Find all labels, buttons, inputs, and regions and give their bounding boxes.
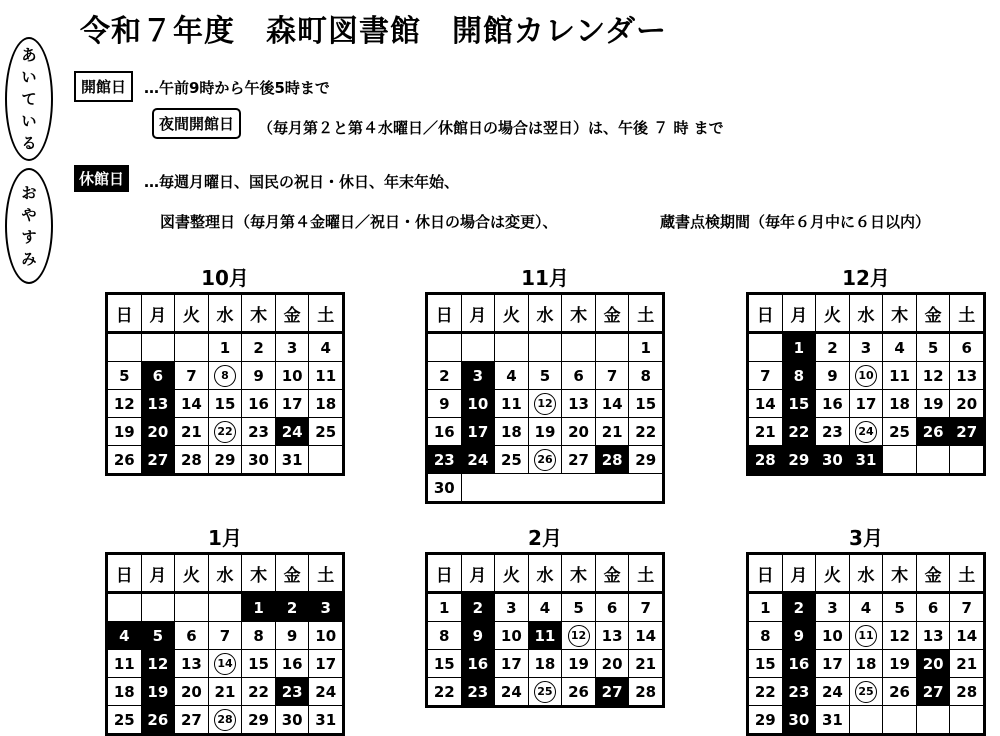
night-open-day-cell [208, 706, 242, 735]
empty-day-cell [141, 593, 175, 622]
empty-day-cell [748, 333, 783, 362]
night-hours-text: （毎月第２と第４水曜日／休館日の場合は翌日）は、午後 ７ 時 まで [258, 119, 724, 137]
day-cell: 31 [309, 706, 344, 735]
empty-day-cell [950, 706, 985, 735]
closed-day-cell: 16 [782, 650, 816, 678]
weekday-header: 木 [242, 554, 276, 593]
day-cell: 12 [107, 390, 142, 418]
day-cell: 13 [175, 650, 209, 678]
day-cell: 11 [883, 362, 917, 390]
night-open-day-cell [849, 418, 883, 446]
day-cell: 27 [562, 446, 596, 474]
day-cell: 20 [562, 418, 596, 446]
empty-day-cell [916, 706, 950, 735]
closed-day-cell: 27 [950, 418, 985, 446]
day-cell: 17 [275, 390, 309, 418]
open-hours-text: …午前9時から午後5時まで [144, 79, 330, 97]
closed-day-cell: 20 [916, 650, 950, 678]
day-cell: 17 [309, 650, 344, 678]
weekday-header: 日 [107, 294, 142, 333]
closed-day-cell: 28 [595, 446, 629, 474]
empty-day-cell [309, 446, 344, 475]
weekday-header: 火 [816, 294, 850, 333]
weekday-header: 水 [528, 294, 562, 333]
weekday-header: 火 [175, 554, 209, 593]
calendar-grid [425, 552, 665, 708]
day-cell: 5 [528, 362, 562, 390]
day-cell: 21 [595, 418, 629, 446]
weekday-header: 木 [242, 294, 276, 333]
day-cell: 20 [950, 390, 985, 418]
closed-day-cell: 20 [141, 418, 175, 446]
day-cell: 14 [175, 390, 209, 418]
day-cell: 25 [107, 706, 142, 735]
day-cell: 30 [275, 706, 309, 735]
weekday-header: 日 [748, 554, 783, 593]
calendar-march [746, 524, 986, 736]
night-open-date: 12 [534, 393, 556, 415]
weekday-header: 月 [782, 554, 816, 593]
night-open-date: 8 [214, 365, 236, 387]
day-cell: 28 [950, 678, 985, 706]
closed-day-cell: 16 [461, 650, 495, 678]
day-cell: 15 [748, 650, 783, 678]
weekday-header: 火 [495, 554, 529, 593]
calendar-grid [425, 292, 665, 504]
night-open-day-cell [562, 622, 596, 650]
night-open-day-cell [528, 678, 562, 707]
day-cell: 14 [629, 622, 664, 650]
bubble-char: す [21, 228, 37, 246]
closed-day-cell: 11 [528, 622, 562, 650]
night-open-tag: 夜間開館日 [152, 108, 241, 139]
day-cell: 12 [916, 362, 950, 390]
weekday-header: 木 [562, 554, 596, 593]
weekday-header: 金 [275, 554, 309, 593]
weekday-header: 木 [883, 554, 917, 593]
day-cell: 5 [562, 593, 596, 622]
day-cell: 4 [309, 333, 344, 362]
closed-day-cell: 1 [782, 333, 816, 362]
empty-day-cell [528, 333, 562, 362]
weekday-header: 火 [495, 294, 529, 333]
closed-day-cell: 2 [275, 593, 309, 622]
empty-day-cell [562, 333, 596, 362]
weekday-header: 水 [528, 554, 562, 593]
weekday-header: 土 [629, 294, 664, 333]
day-cell: 16 [427, 418, 462, 446]
day-cell: 9 [816, 362, 850, 390]
weekday-header: 日 [748, 294, 783, 333]
night-open-date: 28 [214, 709, 236, 731]
day-cell: 2 [816, 333, 850, 362]
closed-day-cell: 27 [141, 446, 175, 475]
weekday-header: 日 [427, 294, 462, 333]
day-cell: 19 [107, 418, 142, 446]
weekday-header: 金 [275, 294, 309, 333]
weekday-header: 火 [816, 554, 850, 593]
day-cell: 1 [427, 593, 462, 622]
day-cell: 25 [309, 418, 344, 446]
empty-day-cell [595, 333, 629, 362]
day-cell: 10 [275, 362, 309, 390]
night-open-date: 25 [534, 681, 556, 703]
night-open-date: 22 [214, 421, 236, 443]
day-cell: 22 [629, 418, 664, 446]
page-title: 令和７年度 森町図書館 開館カレンダー [80, 14, 668, 49]
weekday-header: 月 [141, 294, 175, 333]
calendar-december [746, 264, 986, 476]
bubble-char: や [21, 206, 37, 224]
weekday-header: 金 [595, 554, 629, 593]
day-cell: 4 [495, 362, 529, 390]
day-cell: 21 [629, 650, 664, 678]
day-cell: 6 [916, 593, 950, 622]
day-cell: 8 [748, 622, 783, 650]
day-cell: 29 [208, 446, 242, 475]
closed-day-cell: 9 [461, 622, 495, 650]
closed-day-cell: 30 [816, 446, 850, 475]
day-cell: 6 [595, 593, 629, 622]
day-cell: 19 [528, 418, 562, 446]
day-cell: 2 [242, 333, 276, 362]
closed-day-cell: 30 [782, 706, 816, 735]
weekday-header: 水 [849, 294, 883, 333]
weekday-header: 月 [461, 554, 495, 593]
day-cell: 3 [849, 333, 883, 362]
weekday-header: 火 [175, 294, 209, 333]
calendar-january [105, 524, 345, 736]
bubble-char: い [21, 68, 37, 86]
empty-day-cell [849, 706, 883, 735]
day-cell: 7 [595, 362, 629, 390]
day-cell: 18 [528, 650, 562, 678]
day-cell: 14 [595, 390, 629, 418]
day-cell: 23 [242, 418, 276, 446]
day-cell: 5 [107, 362, 142, 390]
month-title: 12月 [842, 266, 890, 290]
day-cell: 11 [107, 650, 142, 678]
closed-days-text: …毎週月曜日、国民の祝日・休日、年末年始、 [144, 173, 460, 191]
day-cell: 21 [950, 650, 985, 678]
day-cell: 24 [309, 678, 344, 706]
day-cell: 15 [208, 390, 242, 418]
bubble-char: み [21, 250, 37, 268]
day-cell: 3 [495, 593, 529, 622]
day-cell: 18 [309, 390, 344, 418]
month-title: 11月 [521, 266, 569, 290]
day-cell: 28 [629, 678, 664, 707]
day-cell: 5 [916, 333, 950, 362]
calendar-grid [746, 552, 986, 736]
weekday-header: 水 [208, 294, 242, 333]
closed-day-cell: 5 [141, 622, 175, 650]
empty-day-cell [427, 333, 462, 362]
day-cell: 29 [748, 706, 783, 735]
day-cell: 21 [748, 418, 783, 446]
day-cell: 18 [495, 418, 529, 446]
day-cell: 21 [175, 418, 209, 446]
day-cell: 25 [883, 418, 917, 446]
night-open-day-cell [208, 650, 242, 678]
day-cell: 26 [562, 678, 596, 707]
closed-day-cell: 19 [141, 678, 175, 706]
bubble-char: い [21, 112, 37, 130]
day-cell: 26 [883, 678, 917, 706]
day-cell: 13 [595, 622, 629, 650]
closed-day-cell: 9 [782, 622, 816, 650]
day-cell: 29 [242, 706, 276, 735]
day-cell: 17 [495, 650, 529, 678]
closed-day-cell: 23 [427, 446, 462, 474]
closed-day-tag: 休館日 [74, 165, 129, 192]
day-cell: 31 [816, 706, 850, 735]
day-cell: 6 [562, 362, 596, 390]
empty-day-cell [950, 446, 985, 475]
night-open-day-cell [208, 418, 242, 446]
speech-bubble-closed [5, 168, 53, 284]
weekday-header: 月 [461, 294, 495, 333]
empty-day-cell [141, 333, 175, 362]
weekday-header: 月 [782, 294, 816, 333]
day-cell: 23 [816, 418, 850, 446]
day-cell: 16 [275, 650, 309, 678]
empty-day-cell [883, 706, 917, 735]
day-cell: 18 [883, 390, 917, 418]
calendar-grid [746, 292, 986, 476]
day-cell: 3 [275, 333, 309, 362]
closed-day-cell: 10 [461, 390, 495, 418]
month-title: 2月 [528, 526, 562, 550]
day-cell: 6 [175, 622, 209, 650]
day-cell: 1 [208, 333, 242, 362]
closed-day-cell: 22 [782, 418, 816, 446]
closed-days-text-3: 蔵書点検期間（毎年６月中に６日以内） [660, 213, 931, 231]
empty-day-cell [107, 333, 142, 362]
calendar-october [105, 264, 345, 476]
day-cell: 7 [208, 622, 242, 650]
night-open-date: 26 [534, 449, 556, 471]
empty-day-cell [175, 333, 209, 362]
day-cell: 19 [916, 390, 950, 418]
weekday-header: 木 [562, 294, 596, 333]
closed-day-cell: 31 [849, 446, 883, 475]
day-cell: 13 [950, 362, 985, 390]
closed-day-cell: 27 [595, 678, 629, 707]
day-cell: 6 [950, 333, 985, 362]
closed-day-cell: 23 [461, 678, 495, 707]
day-cell: 10 [816, 622, 850, 650]
day-cell: 16 [816, 390, 850, 418]
day-cell: 17 [849, 390, 883, 418]
night-open-day-cell [528, 446, 562, 474]
day-cell: 8 [629, 362, 664, 390]
day-cell: 30 [242, 446, 276, 475]
closed-day-cell: 24 [461, 446, 495, 474]
month-title: 1月 [208, 526, 242, 550]
night-open-day-cell [849, 622, 883, 650]
day-cell: 2 [427, 362, 462, 390]
day-cell: 8 [242, 622, 276, 650]
calendar-grid [105, 552, 345, 736]
closed-day-cell: 26 [916, 418, 950, 446]
day-cell: 28 [175, 446, 209, 475]
closed-day-cell: 23 [782, 678, 816, 706]
day-cell: 22 [427, 678, 462, 707]
day-cell: 24 [816, 678, 850, 706]
day-cell: 7 [748, 362, 783, 390]
day-cell: 9 [427, 390, 462, 418]
weekday-header: 土 [629, 554, 664, 593]
day-cell: 10 [495, 622, 529, 650]
weekday-header: 土 [950, 554, 985, 593]
night-open-date: 24 [855, 421, 877, 443]
day-cell: 9 [242, 362, 276, 390]
closed-day-cell: 2 [782, 593, 816, 622]
day-cell: 12 [883, 622, 917, 650]
day-cell: 7 [629, 593, 664, 622]
day-cell: 7 [175, 362, 209, 390]
bubble-char: あ [21, 46, 37, 64]
weekday-header: 土 [950, 294, 985, 333]
month-title: 3月 [849, 526, 883, 550]
day-cell: 15 [427, 650, 462, 678]
calendar-grid [105, 292, 345, 476]
weekday-header: 土 [309, 554, 344, 593]
day-cell: 19 [562, 650, 596, 678]
day-cell: 22 [748, 678, 783, 706]
closed-day-cell: 3 [461, 362, 495, 390]
closed-day-cell: 28 [748, 446, 783, 475]
day-cell: 3 [816, 593, 850, 622]
day-cell: 30 [427, 474, 462, 503]
closed-day-cell: 15 [782, 390, 816, 418]
open-day-tag: 開館日 [74, 71, 133, 102]
empty-day-cell [175, 593, 209, 622]
weekday-header: 木 [883, 294, 917, 333]
day-cell: 13 [562, 390, 596, 418]
day-cell: 13 [916, 622, 950, 650]
day-cell: 18 [107, 678, 142, 706]
weekday-header: 水 [849, 554, 883, 593]
day-cell: 1 [629, 333, 664, 362]
day-cell: 25 [495, 446, 529, 474]
day-cell: 4 [528, 593, 562, 622]
closed-day-cell: 2 [461, 593, 495, 622]
closed-day-cell: 24 [275, 418, 309, 446]
day-cell: 24 [495, 678, 529, 707]
day-cell: 9 [275, 622, 309, 650]
closed-day-cell: 6 [141, 362, 175, 390]
day-cell: 14 [950, 622, 985, 650]
weekday-header: 日 [107, 554, 142, 593]
day-cell: 4 [883, 333, 917, 362]
day-cell: 20 [595, 650, 629, 678]
night-open-day-cell [849, 362, 883, 390]
weekday-header: 日 [427, 554, 462, 593]
day-cell: 19 [883, 650, 917, 678]
night-open-date: 10 [855, 365, 877, 387]
night-open-date: 25 [855, 681, 877, 703]
empty-day-cell [208, 593, 242, 622]
night-open-date: 12 [568, 625, 590, 647]
closed-day-cell: 12 [141, 650, 175, 678]
day-cell: 11 [495, 390, 529, 418]
weekday-header: 金 [595, 294, 629, 333]
day-cell: 29 [629, 446, 664, 474]
day-cell: 15 [629, 390, 664, 418]
closed-day-cell: 29 [782, 446, 816, 475]
empty-day-cell [883, 446, 917, 475]
calendar-november [425, 264, 665, 504]
closed-day-cell: 4 [107, 622, 142, 650]
day-cell: 11 [309, 362, 344, 390]
day-cell: 20 [175, 678, 209, 706]
night-open-date: 11 [855, 625, 877, 647]
day-cell: 5 [883, 593, 917, 622]
empty-day-cell [495, 333, 529, 362]
day-cell: 4 [849, 593, 883, 622]
calendar-february [425, 524, 665, 708]
day-cell: 31 [275, 446, 309, 475]
closed-day-cell: 27 [916, 678, 950, 706]
weekday-header: 月 [141, 554, 175, 593]
speech-bubble-open [5, 37, 53, 161]
day-cell: 8 [427, 622, 462, 650]
bubble-char: お [21, 184, 37, 202]
closed-day-cell: 23 [275, 678, 309, 706]
closed-day-cell: 13 [141, 390, 175, 418]
weekday-header: 金 [916, 294, 950, 333]
closed-day-cell: 1 [242, 593, 276, 622]
weekday-header: 金 [916, 554, 950, 593]
day-cell: 16 [242, 390, 276, 418]
day-cell: 10 [309, 622, 344, 650]
bubble-char: て [21, 90, 37, 108]
day-cell: 21 [208, 678, 242, 706]
closed-day-cell: 17 [461, 418, 495, 446]
empty-day-cell [461, 333, 495, 362]
closed-days-text-2: 図書整理日（毎月第４金曜日／祝日・休日の場合は変更）、 [160, 213, 558, 231]
closed-day-cell: 3 [309, 593, 344, 622]
night-open-day-cell [528, 390, 562, 418]
empty-day-cell [107, 593, 142, 622]
closed-day-cell: 26 [141, 706, 175, 735]
bubble-char: る [21, 134, 37, 152]
day-cell: 26 [107, 446, 142, 475]
day-cell: 1 [748, 593, 783, 622]
night-open-day-cell [849, 678, 883, 706]
day-cell: 18 [849, 650, 883, 678]
day-cell: 14 [748, 390, 783, 418]
weekday-header: 土 [309, 294, 344, 333]
closed-day-cell: 8 [782, 362, 816, 390]
night-open-date: 14 [214, 653, 236, 675]
day-cell: 27 [175, 706, 209, 735]
day-cell: 17 [816, 650, 850, 678]
night-open-day-cell [208, 362, 242, 390]
empty-day-cell [916, 446, 950, 475]
day-cell: 22 [242, 678, 276, 706]
month-title: 10月 [201, 266, 249, 290]
day-cell: 15 [242, 650, 276, 678]
day-cell: 7 [950, 593, 985, 622]
weekday-header: 水 [208, 554, 242, 593]
